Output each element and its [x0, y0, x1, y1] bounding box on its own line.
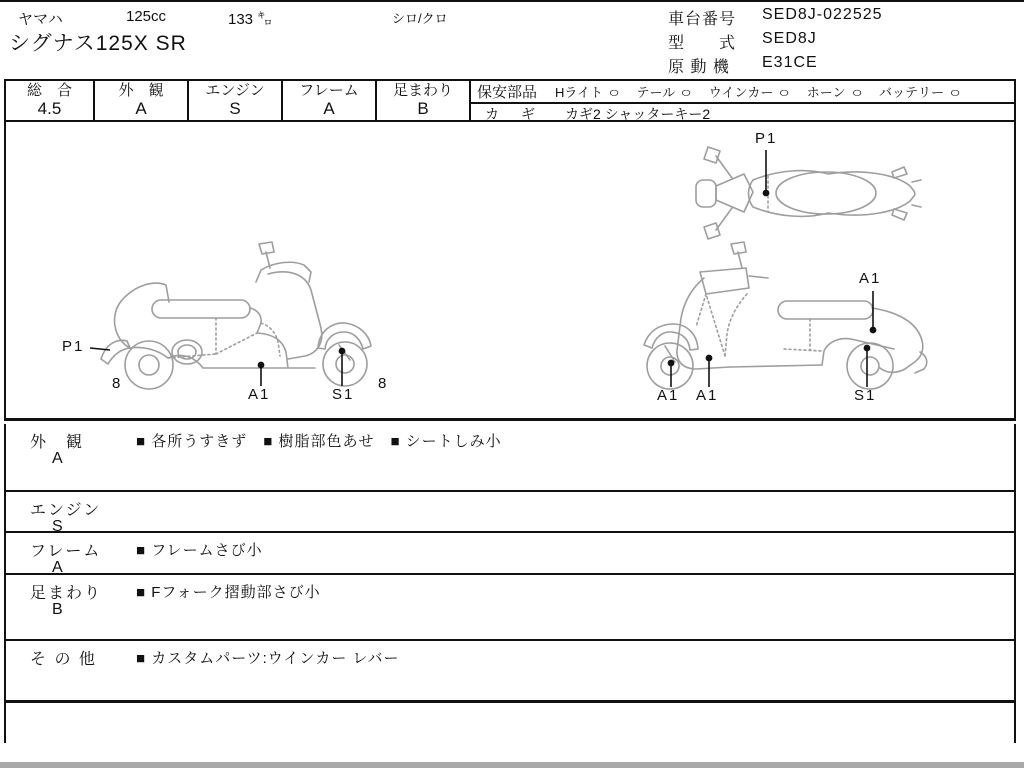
annotation-front-wheel-size: 8: [378, 375, 389, 392]
exterior-row-grade: A: [52, 450, 63, 467]
model-code-value: SED8J: [762, 30, 817, 47]
rating-engine-label: エンジン: [205, 82, 265, 100]
safety-item-taillight: [636, 82, 693, 101]
engine-row-grade: S: [52, 518, 63, 535]
undercarriage-row-label: 足まわり: [30, 585, 103, 602]
model-code-label: 型 式: [668, 35, 737, 52]
chassis-number-value: SED8J-022525: [762, 6, 883, 23]
rating-engine-value: S: [229, 99, 241, 119]
annotation-rear-wheel-size: 8: [112, 375, 123, 392]
rating-exterior-label: 外 観: [118, 82, 164, 100]
displacement: 125cc: [126, 8, 167, 25]
headlight-label: Hライト: [555, 85, 604, 100]
safety-item-winker: [709, 82, 789, 101]
mileage: 133 ㌔: [228, 11, 273, 28]
condition-diagram: [4, 122, 1016, 421]
comment-row-blank: [6, 703, 1014, 743]
other-row-comment: ■ カスタムパーツ:ウインカー レバー: [136, 650, 400, 667]
winker-ok-circle: ○: [778, 83, 791, 100]
annotation-rear-fender: P1: [62, 338, 85, 355]
horn-ok-circle: ○: [851, 83, 863, 100]
rating-frame-value: A: [323, 99, 335, 119]
battery-label: バッテリー: [879, 85, 945, 100]
rating-frame: [283, 81, 377, 120]
safety-item-battery: [879, 82, 959, 101]
chassis-number-label: 車台番号: [668, 11, 737, 28]
rating-exterior: [95, 81, 189, 120]
frame-row-label: フレーム: [30, 543, 102, 560]
other-row-label: そ の 他: [30, 651, 97, 668]
key-label: カ ギ: [485, 106, 539, 122]
taillight-ok-circle: ○: [680, 83, 693, 100]
undercarriage-row-comment: ■ Fフォーク摺動部さび小: [136, 584, 321, 601]
rating-overall-value: 4.5: [37, 99, 62, 119]
annotation-underbody: A1: [248, 386, 271, 403]
scooter-left-side-view: [644, 242, 927, 389]
annotation-topview-floor: P1: [755, 130, 778, 147]
rating-engine: [189, 81, 283, 120]
annotation-front-wheel: A1: [657, 387, 680, 404]
safety-parts-row: [471, 81, 1014, 104]
top-border: [0, 0, 1024, 2]
undercarriage-row-grade: B: [52, 601, 63, 618]
scooter-top-view: [696, 147, 921, 239]
comment-row-other: [6, 641, 1014, 703]
frame-row-grade: A: [52, 559, 63, 576]
winker-label: ウインカー: [708, 85, 774, 100]
rating-frame-label: フレーム: [299, 82, 359, 100]
exterior-row-label: 外 観: [30, 434, 85, 451]
rating-overall: [6, 81, 95, 120]
headlight-ok-circle: ○: [608, 83, 620, 100]
battery-ok-circle: ○: [949, 83, 961, 100]
maker-name: ヤマハ: [18, 11, 63, 28]
rating-undercarriage-value: B: [417, 99, 429, 119]
engine-code-label: 原 動 機: [668, 59, 730, 76]
body-color: シロ/クロ: [392, 11, 448, 26]
comments-table: [4, 424, 1016, 743]
engine-row-label: エンジン: [30, 502, 102, 519]
annotation-front-wheel-scratch: S1: [332, 386, 355, 403]
scooter-right-side-view: [101, 242, 371, 389]
ratings-band: [4, 79, 1016, 122]
safety-parts-block: [471, 81, 1014, 120]
rating-exterior-value: A: [135, 99, 147, 119]
rating-overall-label: 総 合: [26, 82, 72, 100]
comment-row-frame: [6, 533, 1014, 575]
comment-row-undercarriage: [6, 575, 1014, 641]
comment-row-engine: [6, 492, 1014, 533]
safety-item-headlight: [555, 82, 618, 101]
rating-undercarriage-label: 足まわり: [392, 82, 453, 100]
rating-undercarriage: [377, 81, 471, 120]
key-value: カギ2 シャッターキー2: [565, 106, 711, 122]
annotation-front-lower: A1: [696, 387, 719, 404]
exterior-row-comment: ■ 各所うすきず ■ 樹脂部色あせ ■ シートしみ小: [136, 433, 502, 450]
annotation-rear-panel: A1: [859, 270, 882, 287]
horn-label: ホーン: [806, 85, 846, 100]
key-row: [471, 104, 1014, 124]
annotation-rear-wheel: S1: [854, 387, 877, 404]
taillight-label: テール: [636, 85, 676, 100]
frame-row-comment: ■ フレームさび小: [136, 542, 263, 559]
comment-row-exterior: [6, 424, 1014, 492]
annotation-marks: [90, 150, 876, 387]
engine-code-value: E31CE: [762, 54, 818, 71]
safety-item-horn: [807, 82, 861, 101]
model-name: シグナス125X SR: [9, 32, 187, 55]
bottom-scan-edge: [0, 762, 1024, 768]
safety-parts-label: 保安部品: [477, 84, 538, 101]
